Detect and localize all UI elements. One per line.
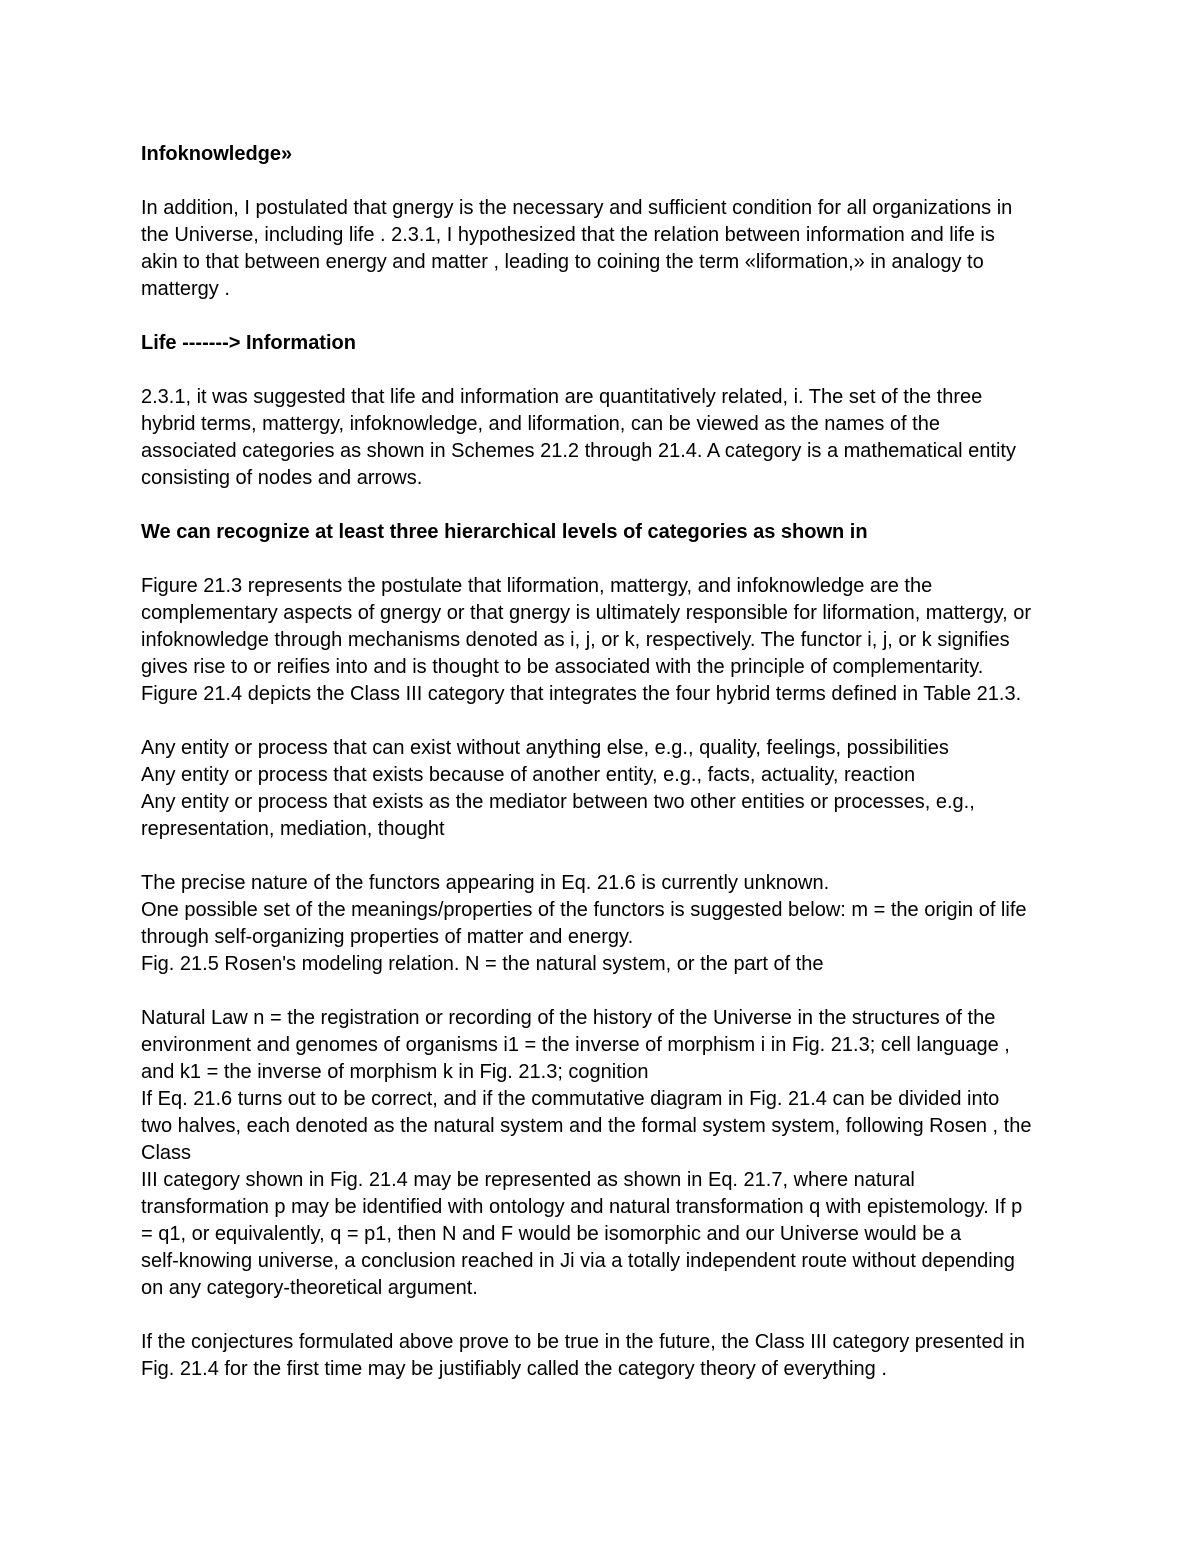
paragraph-functors <box>141 870 1071 978</box>
text-line: self-knowing universe, a conclusion reached in Ji via a totally independent route without depending <box>141 1250 1015 1272</box>
text-line: environment and genomes of organisms i1 = the inverse of morphism i in Fig. 21.3; cell language , <box>141 1034 1010 1056</box>
paragraph-gnergy-postulate <box>141 195 1071 303</box>
paragraph-natural-law <box>141 1005 1071 1302</box>
text-line: Figure 21.3 represents the postulate that liformation, mattergy, and infoknowledge are the <box>141 575 933 597</box>
text-line: on any category-theoretical argument. <box>141 1277 478 1299</box>
text-line: the Universe, including life . 2.3.1, I hypothesized that the relation between information and life is <box>141 224 995 246</box>
text-line: gives rise to or reifies into and is thought to be associated with the principle of complementarity. <box>141 656 984 678</box>
text-line: through self-organizing properties of matter and energy. <box>141 926 634 948</box>
text-line: representation, mediation, thought <box>141 818 445 840</box>
text-line: III category shown in Fig. 21.4 may be represented as shown in Eq. 21.7, where natural <box>141 1169 915 1191</box>
text-line: hybrid terms, mattergy, infoknowledge, and liformation, can be viewed as the names of the <box>141 413 940 435</box>
text-line: In addition, I postulated that gnergy is the necessary and sufficient condition for all organizations in <box>141 197 1013 219</box>
text-line: Any entity or process that exists because of another entity, e.g., facts, actuality, reaction <box>141 764 916 786</box>
heading-hierarchical-levels: We can recognize at least three hierarchical levels of categories as shown in <box>141 521 868 543</box>
text-line: akin to that between energy and matter , leading to coining the term «liformation,» in analogy to <box>141 251 984 273</box>
text-line: Any entity or process that can exist without anything else, e.g., quality, feelings, possibilities <box>141 737 949 759</box>
text-line: Figure 21.4 depicts the Class III category that integrates the four hybrid terms defined in Table 21.3. <box>141 683 1022 705</box>
paragraph-hybrid-terms <box>141 384 1071 492</box>
text-line: Any entity or process that exists as the mediator between two other entities or processes, e.g., <box>141 791 975 813</box>
text-line: = q1, or equivalently, q = p1, then N and F would be isomorphic and our Universe would be a <box>141 1223 962 1245</box>
text-line: Class <box>141 1142 192 1164</box>
text-line: two halves, each denoted as the natural system and the formal system system, following Rosen , the <box>141 1115 1032 1137</box>
text-line: Natural Law n = the registration or recording of the history of the Universe in the structures of the <box>141 1007 996 1029</box>
paragraph-conclusion <box>141 1329 1071 1383</box>
text-line: and k1 = the inverse of morphism k in Fig. 21.3; cognition <box>141 1061 649 1083</box>
text-line: infoknowledge through mechanisms denoted as i, j, or k, respectively. The functor i, j, or k signifies <box>141 629 1010 651</box>
text-line: If the conjectures formulated above prove to be true in the future, the Class III category presented in <box>141 1331 1025 1353</box>
heading-life-information: Life -------> Information <box>141 332 356 354</box>
text-line: consisting of nodes and arrows. <box>141 467 423 489</box>
paragraph-figure-21-3 <box>141 573 1071 708</box>
text-line: transformation p may be identified with ontology and natural transformation q with epistemology. If p <box>141 1196 1023 1218</box>
paragraph-entity-definitions <box>141 735 1071 843</box>
text-line: The precise nature of the functors appearing in Eq. 21.6 is currently unknown. <box>141 872 830 894</box>
text-line: Fig. 21.4 for the first time may be justifiably called the category theory of everything . <box>141 1358 887 1380</box>
text-line: 2.3.1, it was suggested that life and information are quantitatively related, i. The set of the three <box>141 386 983 408</box>
text-line: If Eq. 21.6 turns out to be correct, and if the commutative diagram in Fig. 21.4 can be divided into <box>141 1088 1000 1110</box>
text-line: complementary aspects of gnergy or that gnergy is ultimately responsible for liformation, mattergy, or <box>141 602 1032 624</box>
text-line: mattergy . <box>141 278 230 300</box>
text-line: Fig. 21.5 Rosen's modeling relation. N = the natural system, or the part of the <box>141 953 824 975</box>
document-page <box>141 141 1071 1410</box>
heading-infoknowledge: Infoknowledge» <box>141 143 293 165</box>
text-line: One possible set of the meanings/properties of the functors is suggested below: m = the origin of life <box>141 899 1027 921</box>
text-line: associated categories as shown in Schemes 21.2 through 21.4. A category is a mathematical entity <box>141 440 1016 462</box>
